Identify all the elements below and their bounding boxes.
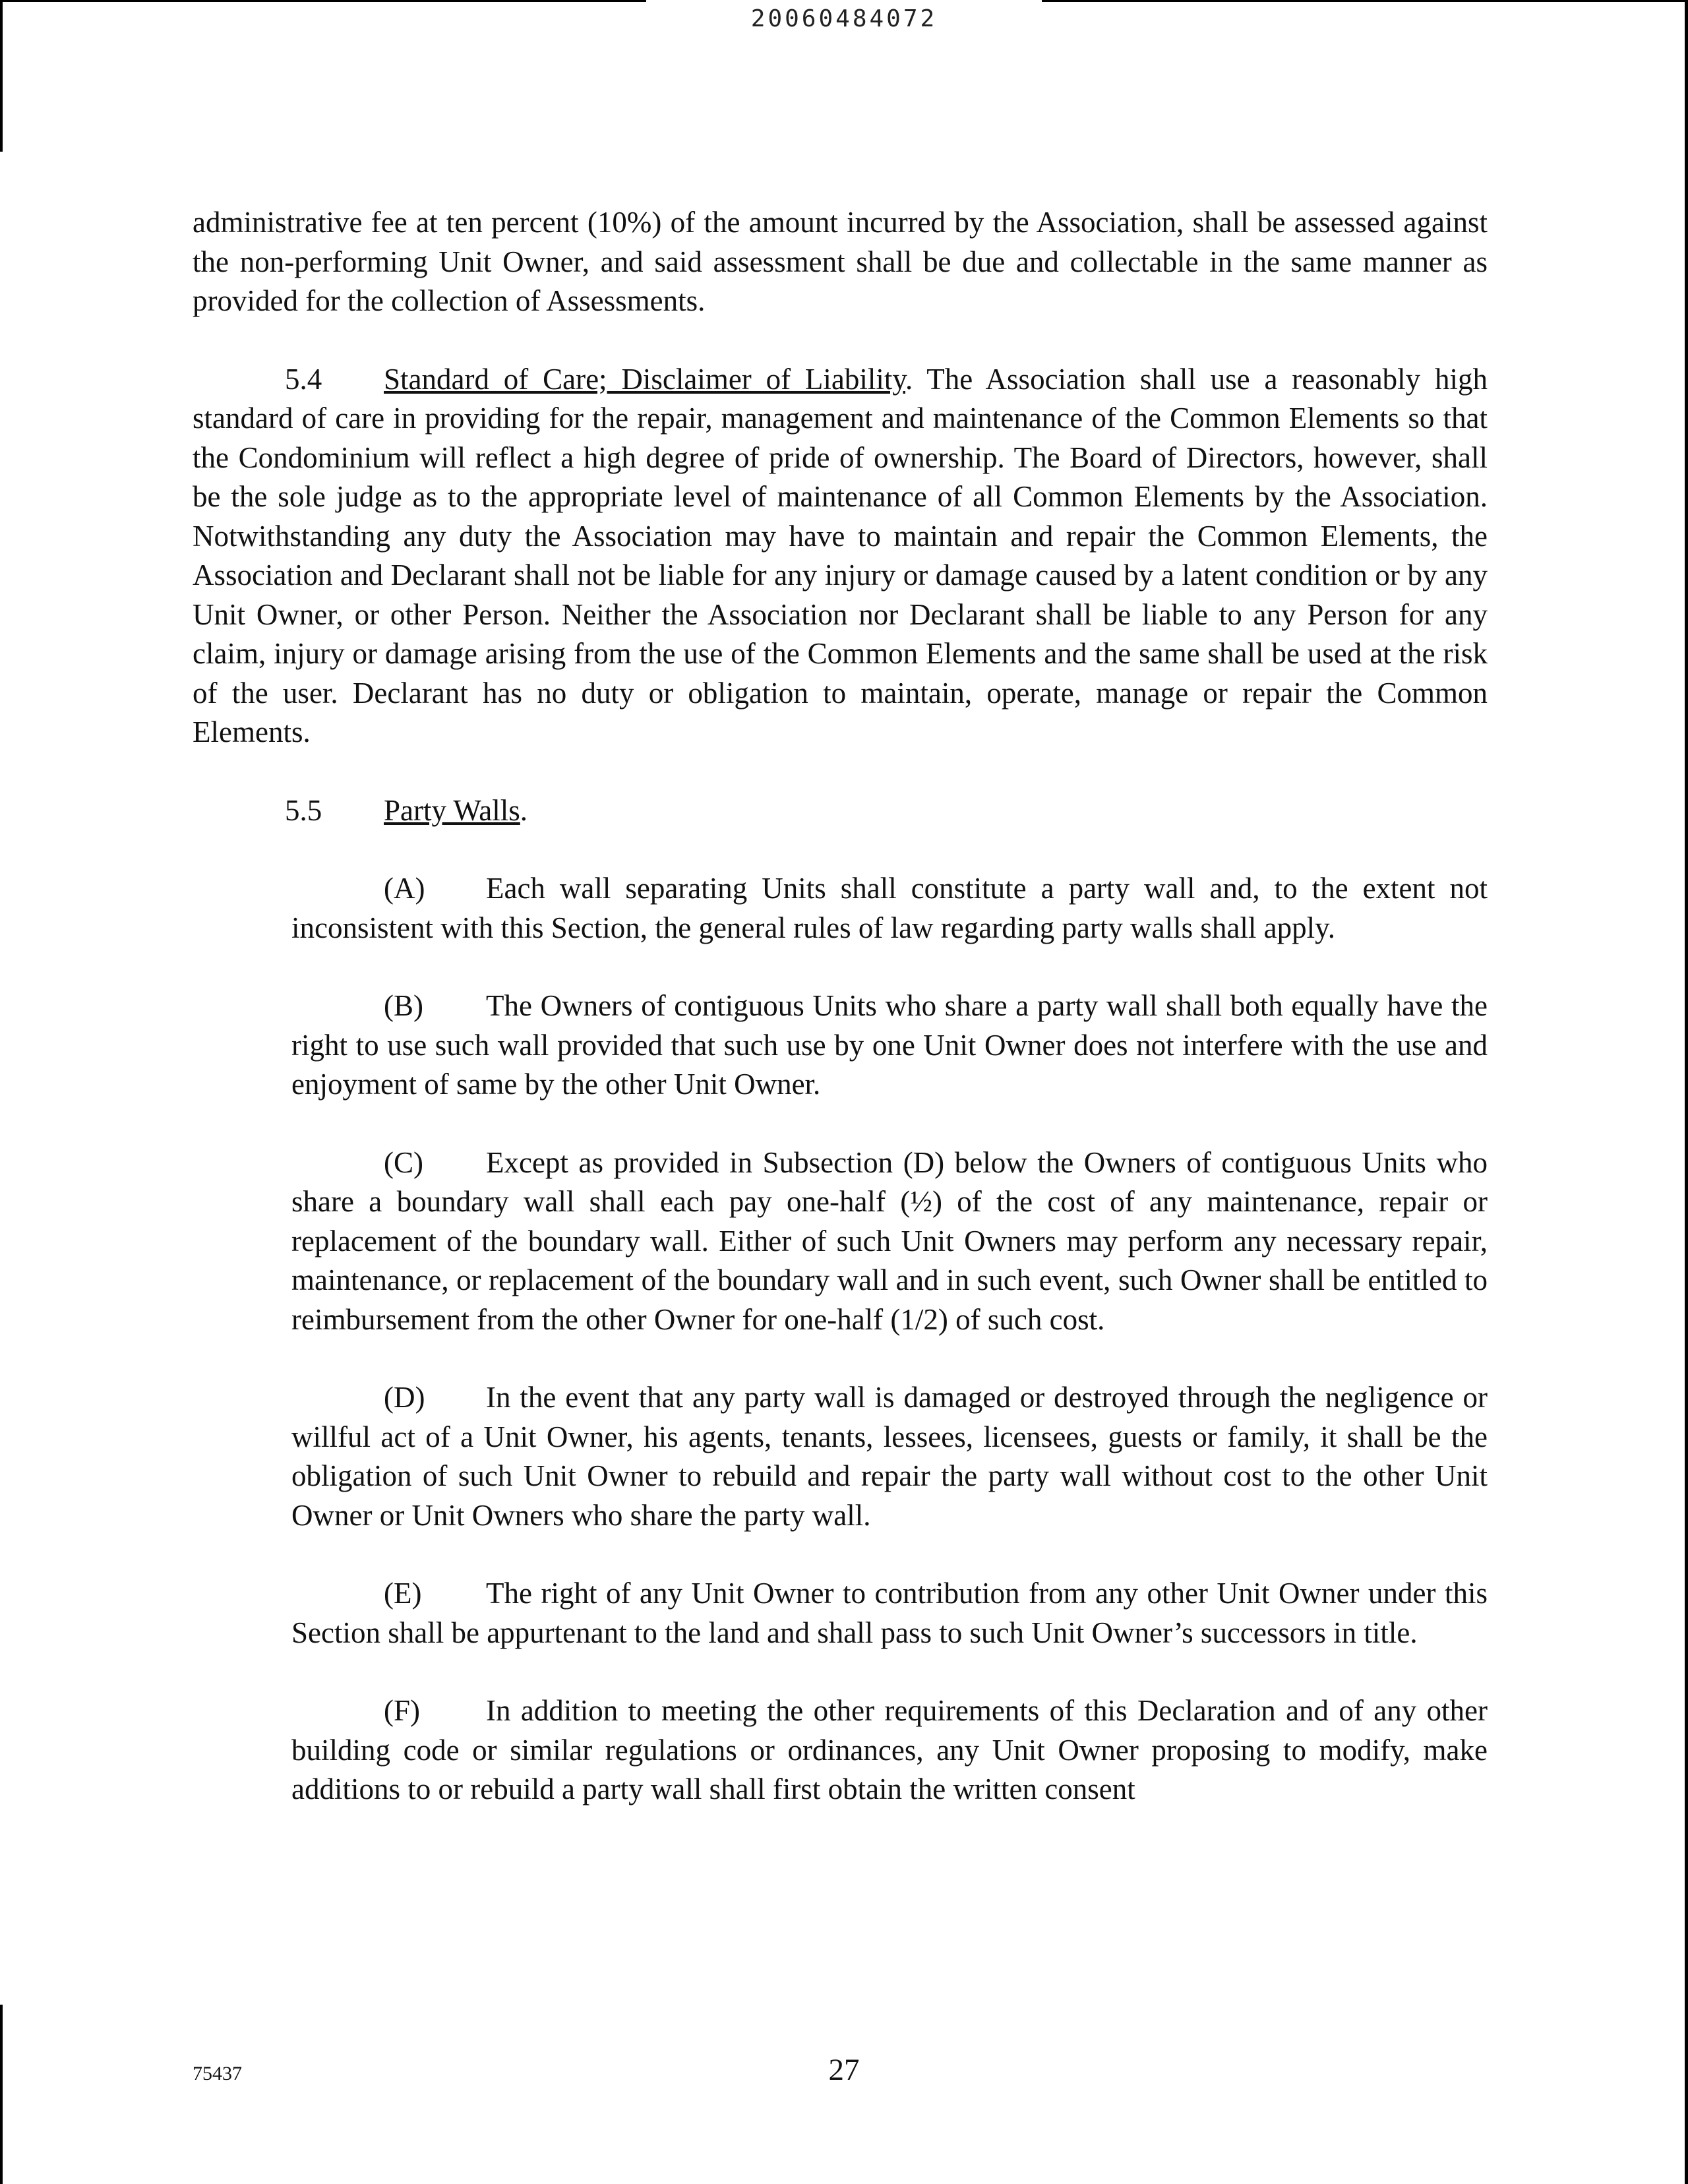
section-number: 5.5 — [285, 793, 322, 827]
subsection-label: (E) — [384, 1577, 422, 1610]
section-title: Party Walls — [384, 793, 520, 827]
section-number: 5.4 — [285, 362, 322, 396]
section-5-5-heading: 5.5 Party Walls. — [193, 791, 1488, 831]
subsection-c — [291, 1143, 1488, 1340]
section-title: Standard of Care; Disclaimer of Liability — [384, 362, 905, 396]
scan-border-left-bottom — [0, 2005, 3, 2184]
subsection-text: The right of any Unit Owner to contribution from any other Unit Owner under this Section shall be appurtenant to the land and shall pass to such Unit Owner’s successors in title. — [291, 1577, 1488, 1649]
section-body: The Association shall use a reasonably high standard of care in providing for the repair, management and maintenance of the Common Elements so that the Condominium will reflect a high degree of pride of ownership. The Board of Directors, however, shall be the sole judge as to the appropriate level of maintenance of all Common Elements by the Association. Notwithstanding any duty the Association may have to maintain and repair the Common Elements, the Association and Declarant shall not be liable for any injury or damage caused by a latent condition or by any Unit Owner, or other Person. Neither the Association nor Declarant shall be liable to any Person for any claim, injury or damage arising from the use of the Common Elements and the same shall be used at the risk of the user. Declarant has no duty or obligation to maintain, operate, manage or repair the Common Elements. — [193, 362, 1488, 748]
subsection-label: (C) — [384, 1145, 423, 1179]
subsection-text: In the event that any party wall is damaged or destroyed through the negligence or willful act of a Unit Owner, his agents, tenants, lessees, licensees, guests or family, it shall be the obligation of such Unit Owner to rebuild and repair the party wall without cost to the other Unit Owner or Unit Owners who share the party wall. — [291, 1381, 1488, 1532]
page-number: 27 — [828, 2053, 860, 2087]
subsection-a — [291, 869, 1488, 948]
scan-border-top-right — [1042, 0, 1688, 2]
footer-document-id: 75437 — [193, 2063, 242, 2084]
subsection-label: (F) — [384, 1694, 420, 1727]
document-number: 20060484072 — [750, 5, 938, 32]
subsection-text: In addition to meeting the other requirements of this Declaration and of any other building code or similar regulations or ordinances, any Unit Owner proposing to modify, make additions to or rebuild a party wall shall first obtain the written consent — [291, 1694, 1488, 1805]
page-body — [193, 203, 1488, 1848]
section-5-4: 5.4 Standard of Care; Disclaimer of Liability. The Association shall use a reasonably high standard of care in providing for the repair, management and maintenance of the Common Elements so that the Condominium will reflect a high degree of pride of ownership. The Board of Directors, however, shall be the sole judge as to the appropriate level of maintenance of all Common Elements by the Association. Notwithstanding any duty the Association may have to maintain and repair the Common Elements, the Association and Declarant shall not be liable for any injury or damage caused by a latent condition or by any Unit Owner, or other Person. Neither the Association nor Declarant shall be liable to any Person for any claim, injury or damage arising from the use of the Common Elements and the same shall be used at the risk of the user. Declarant has no duty or obligation to maintain, operate, manage or repair the Common Elements. — [193, 360, 1488, 752]
subsection-b — [291, 986, 1488, 1105]
subsection-e — [291, 1574, 1488, 1653]
intro-paragraph: administrative fee at ten percent (10%) of the amount incurred by the Association, shall be assessed against the non-performing Unit Owner, and said assessment shall be due and collectable in the same manner as provided for the collection of Assessments. — [193, 206, 1488, 317]
subsection-text: Except as provided in Subsection (D) below the Owners of contiguous Units who share a boundary wall shall each pay one-half (½) of the cost of any maintenance, repair or replacement of the boundary wall. Either of such Unit Owners may perform any necessary repair, maintenance, or replacement of the boundary wall and in such event, such Owner shall be entitled to reimbursement from the other Owner for one-half (1/2) of such cost. — [291, 1145, 1488, 1336]
subsection-label: (B) — [384, 989, 423, 1022]
scan-border-top-left — [0, 0, 646, 2]
scan-border-right — [1685, 0, 1688, 2184]
subsection-text: The Owners of contiguous Units who share a party wall shall both equally have the right to use such wall provided that such use by one Unit Owner does not interfere with the use and enjoyment of same by the other Unit Owner. — [291, 989, 1488, 1101]
subsection-text: Each wall separating Units shall constitute a party wall and, to the extent not inconsistent with this Section, the general rules of law regarding party walls shall apply. — [291, 872, 1488, 944]
subsection-label: (D) — [384, 1381, 425, 1414]
subsection-d — [291, 1378, 1488, 1535]
subsection-f — [291, 1691, 1488, 1809]
subsection-label: (A) — [384, 872, 425, 905]
